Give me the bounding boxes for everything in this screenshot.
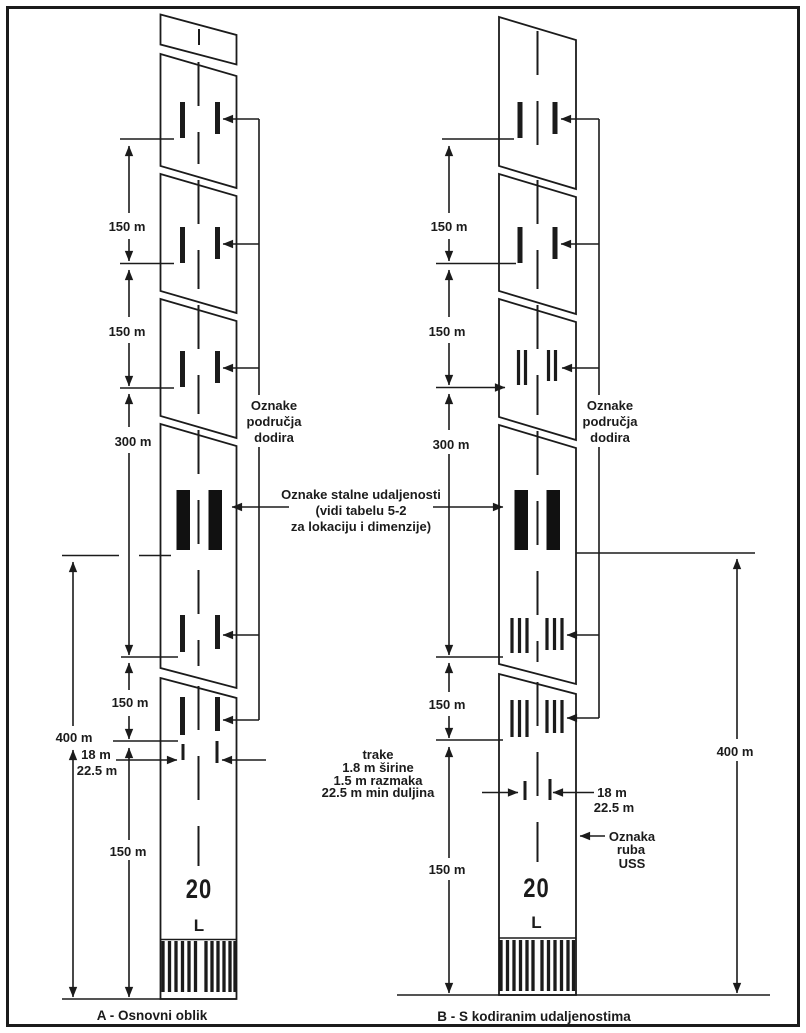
runway-b bbox=[499, 17, 576, 995]
dim-a-150-2: 150 m bbox=[108, 324, 146, 339]
dim-a-150-3: 150 m bbox=[111, 695, 149, 710]
fixed-distance-annotation bbox=[232, 487, 503, 534]
dim-a-150-4: 150 m bbox=[109, 844, 147, 859]
runway-b-letter: L bbox=[531, 913, 542, 932]
runway-b-dimension-lines bbox=[449, 146, 737, 993]
runway-a-designator: 20 bbox=[185, 875, 213, 905]
dim-b-150-3: 150 m bbox=[428, 697, 466, 712]
runway-b-dimension-labels bbox=[429, 219, 754, 877]
caption-b: B - S kodiranim udaljenostima bbox=[437, 1009, 631, 1024]
dim-b-150-4: 150 m bbox=[428, 862, 466, 877]
dim-a-300: 300 m bbox=[114, 434, 152, 449]
edge-marking-line2: ruba bbox=[616, 842, 646, 857]
caption-a: A - Osnovni oblik bbox=[96, 1008, 208, 1023]
dim-a-18: 18 m bbox=[81, 747, 111, 762]
dim-b-150-2: 150 m bbox=[428, 324, 466, 339]
dim-b-22-5: 22.5 m bbox=[593, 800, 635, 815]
tdz-label-b-line3: dodira bbox=[590, 430, 630, 445]
tdz-label-b-line1: Oznake bbox=[586, 398, 634, 413]
runway-a-dimension-labels bbox=[56, 219, 152, 859]
runway-b-threshold-stripes bbox=[499, 938, 576, 991]
tdz-label-a-line3: dodira bbox=[254, 430, 294, 445]
dim-a-22-5: 22.5 m bbox=[76, 763, 118, 778]
dim-b-18: 18 m bbox=[597, 785, 627, 800]
fixed-distance-line2: (vidi tabelu 5-2 bbox=[315, 503, 407, 518]
fixed-distance-line3: za lokaciju i dimenzije) bbox=[290, 519, 432, 534]
stripe-spec-line4: 22.5 m min duljina bbox=[321, 785, 435, 800]
fixed-distance-line1: Oznake stalne udaljenosti bbox=[281, 487, 441, 502]
dim-a-400: 400 m bbox=[55, 730, 93, 745]
edge-marking-line3: USS bbox=[618, 856, 646, 871]
dim-b-150-1: 150 m bbox=[430, 219, 468, 234]
runway-a-threshold-stripes bbox=[161, 940, 237, 993]
runway-a-tdz-label bbox=[247, 398, 303, 445]
runway-a-letter: L bbox=[193, 916, 205, 935]
stripe-spec-annotation bbox=[322, 747, 435, 800]
runway-b-tdz-label bbox=[583, 398, 639, 445]
dim-a-150-1: 150 m bbox=[108, 219, 146, 234]
runway-a-short-dashes bbox=[183, 741, 217, 763]
runway-b-designator: 20 bbox=[523, 874, 550, 904]
tdz-label-b-line2: područja bbox=[582, 414, 638, 429]
runway-a bbox=[161, 15, 237, 1000]
stripe-spec-line1: trake bbox=[362, 747, 394, 762]
stripe-spec-line3: 1.5 m razmaka bbox=[333, 773, 423, 788]
edge-marking-line1: Oznaka bbox=[608, 829, 656, 844]
stripe-spec-line2: 1.8 m širine bbox=[342, 760, 414, 775]
tdz-label-a-line1: Oznake bbox=[250, 398, 298, 413]
edge-marking-annotation bbox=[580, 829, 656, 871]
runway-a-reference-lines bbox=[62, 139, 237, 999]
dim-b-400: 400 m bbox=[716, 744, 754, 759]
dim-b-300: 300 m bbox=[432, 437, 470, 452]
tdz-label-a-line2: područja bbox=[246, 414, 302, 429]
runway-a-touchdown-bars bbox=[183, 102, 218, 735]
runway-a-centerline bbox=[199, 29, 200, 866]
